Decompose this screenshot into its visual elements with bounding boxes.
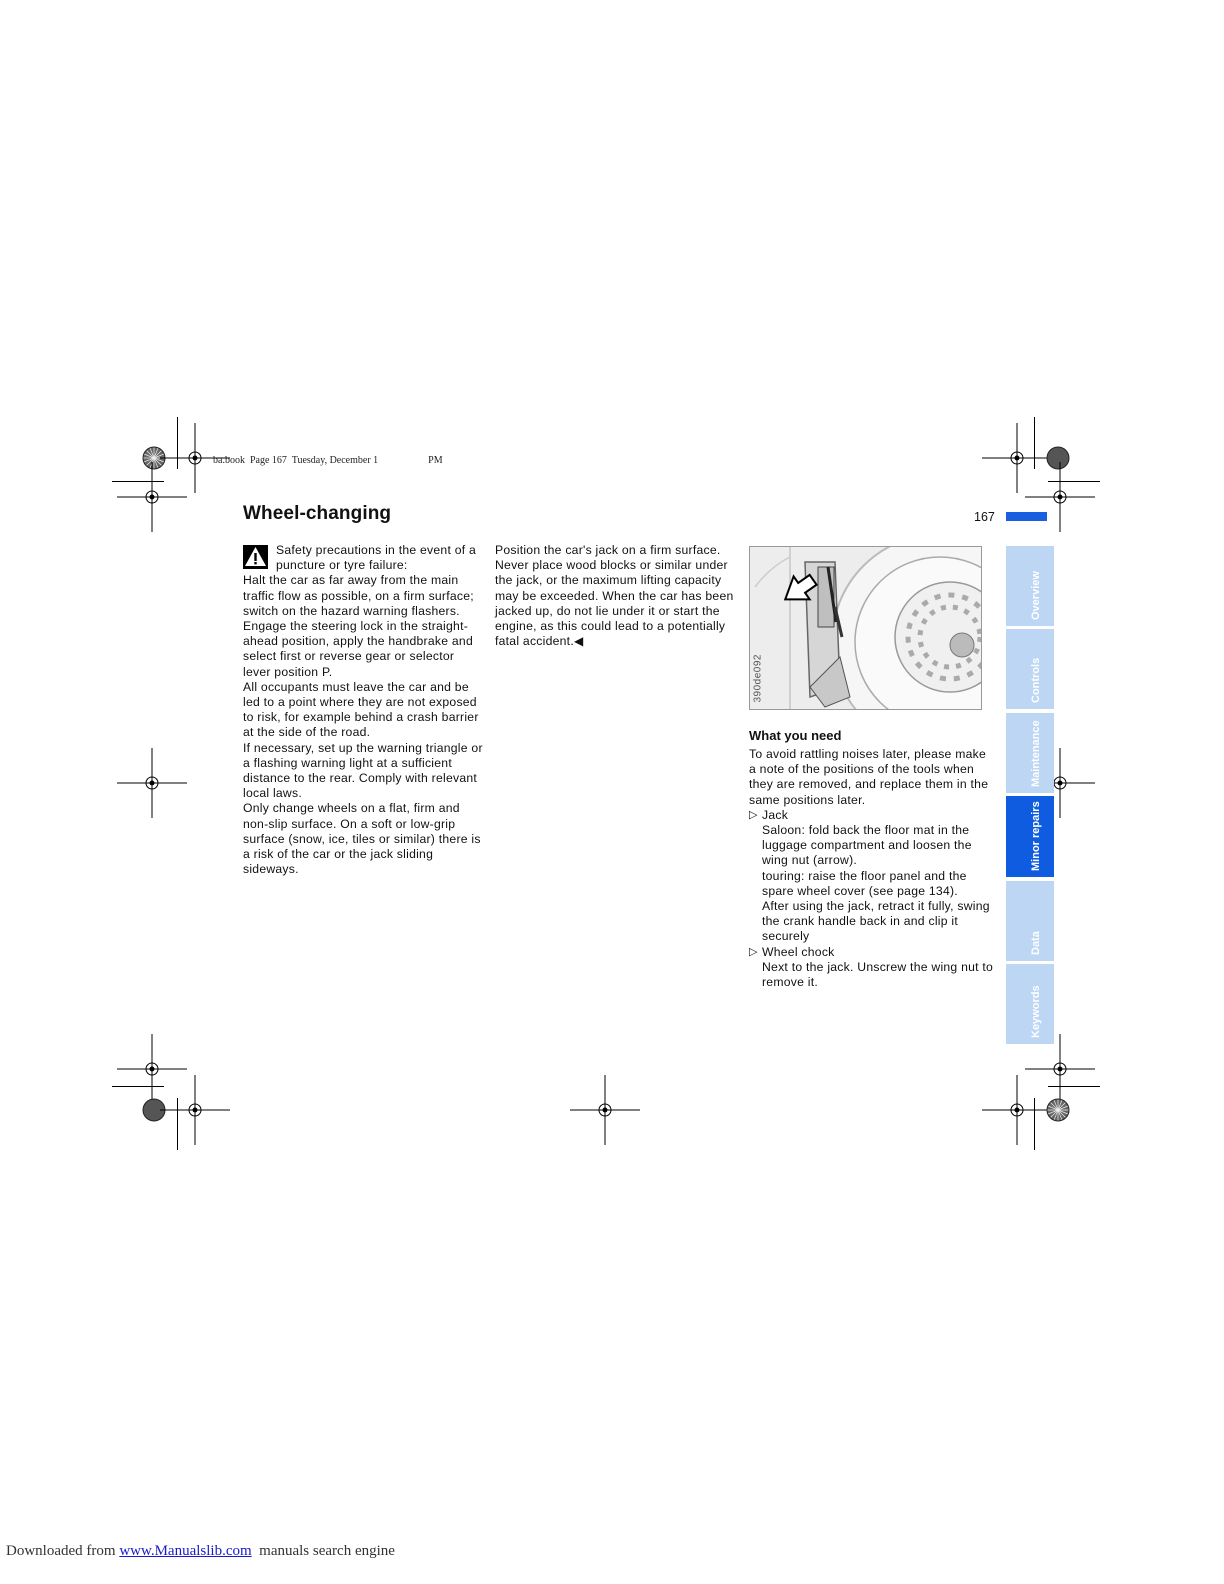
tab-label: Keywords: [1030, 985, 1042, 1038]
paragraph: All occupants must leave the car and be led to a point where they are not exposed to risk, for example behind a crash barrier at the side of the road.: [243, 679, 479, 740]
page-number-bar: [1006, 512, 1047, 521]
tab-label: Minor repairs: [1030, 801, 1042, 871]
list-item: [749, 945, 994, 991]
paragraph: Position the car's jack on a firm surface. Never place wood blocks or similar under the jack, or the maximum lifting capacity may be exceeded. When the car has been jacked up, do not lie under it or start the engine, as this could lead to a potentially fatal accident.◀: [495, 543, 734, 649]
download-footer: [6, 1543, 395, 1560]
bullet-icon: ▷: [749, 808, 758, 821]
tab-minor-repairs[interactable]: [1006, 796, 1054, 877]
manualslib-link[interactable]: www.Manualslib.com: [119, 1543, 252, 1559]
paragraph: If necessary, set up the warning triangle or a flashing warning light at a sufficient distance to the rear. Comply with relevant local laws.: [243, 740, 483, 801]
tab-label: Overview: [1030, 571, 1042, 620]
paragraph: Only change wheels on a flat, firm and non-slip surface. On a soft or low-grip surface (snow, ice, tiles or similar) there is a risk of the car or the jack sliding sideways.: [243, 801, 481, 877]
paragraph: Engage the steering lock in the straight-ahead position, apply the handbrake and select first or reverse gear or selector lever position P.: [243, 619, 473, 679]
intro-paragraph: To avoid rattling noises later, please make a note of the positions of the tools when they are removed, and replace them in the same positions later.: [749, 747, 989, 807]
tab-label: Maintenance: [1030, 720, 1042, 787]
column-jack-position: [495, 543, 740, 649]
list-item: [749, 808, 994, 945]
list-item-detail: After using the jack, retract it fully, swing the crank handle back in and clip it securely: [762, 899, 990, 944]
tab-keywords[interactable]: [1006, 964, 1054, 1044]
image-code: 390de092: [752, 654, 764, 703]
footer-suffix: manuals search engine: [251, 1543, 395, 1559]
tab-data[interactable]: [1006, 881, 1054, 961]
column-what-you-need: [749, 747, 994, 990]
list-item-detail: touring: raise the floor panel and the spare wheel cover (see page 134).: [762, 868, 967, 898]
page-title: Wheel-changing: [243, 503, 392, 524]
column-safety: [243, 543, 485, 877]
tab-label: Controls: [1030, 657, 1042, 703]
bullet-icon: ▷: [749, 945, 758, 958]
warning-lead: Safety precautions in the event of a puncture or tyre failure:: [276, 543, 477, 573]
tab-maintenance[interactable]: [1006, 713, 1054, 793]
tab-controls[interactable]: [1006, 629, 1054, 709]
section-heading: What you need: [749, 728, 842, 743]
jack-illustration: [749, 546, 982, 710]
list-item-label: Wheel chock: [762, 944, 835, 959]
tab-label: Data: [1030, 931, 1042, 955]
page-number: 167: [974, 510, 995, 524]
footer-prefix: Downloaded from: [6, 1543, 120, 1559]
print-header: ba.book Page 167 Tuesday, December 1 PM: [213, 455, 443, 466]
paragraph: Halt the car as far away from the main traffic flow as possible, on a firm surface; switch on the hazard warning flashers.: [243, 573, 474, 618]
list-item-label: Jack: [762, 807, 789, 822]
list-item-detail: Saloon: fold back the floor mat in the luggage compartment and loosen the wing nut (arrow).: [762, 823, 972, 868]
list-item-detail: Next to the jack. Unscrew the wing nut to remove it.: [762, 959, 994, 990]
tab-overview[interactable]: [1006, 546, 1054, 626]
